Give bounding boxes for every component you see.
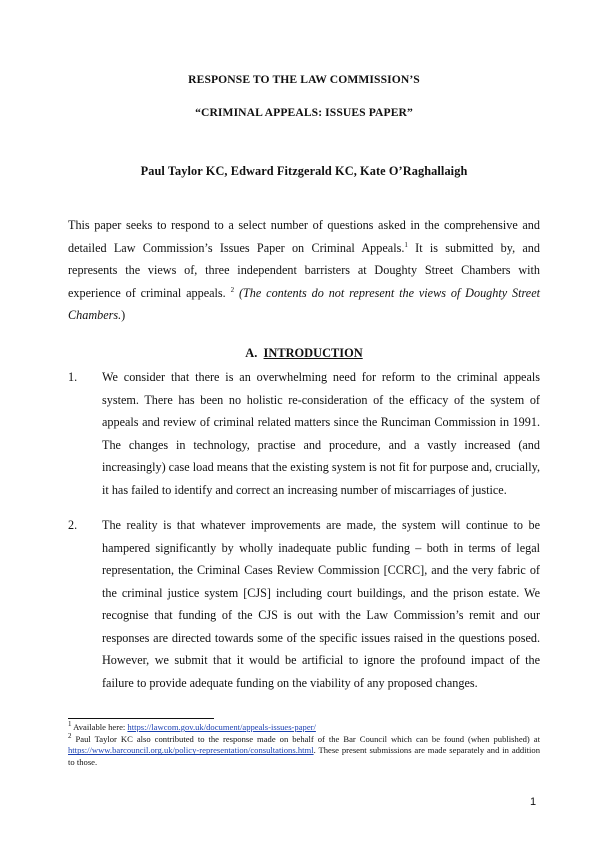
footnote-text: Paul Taylor KC also contributed to the response made on behalf of the Bar Council which can be found (when published) at [71, 734, 540, 744]
paragraph-number: 1. [68, 370, 78, 384]
intro-italic-note: (The contents do not represent the views of Doughty Street Chambers. [68, 285, 540, 322]
footnote-text: Available here: [71, 722, 128, 732]
intro-paragraph [68, 214, 540, 327]
footnote-1 [68, 722, 540, 733]
paragraph-number: 2. [68, 518, 78, 532]
intro-text-a: This paper seeks to respond to a select number of questions asked in the comprehensive and detailed Law Commission’s Issues Paper on Criminal Appeals. [68, 218, 540, 255]
document-title-line-2: “CRIMINAL APPEALS: ISSUES PAPER” [195, 106, 413, 119]
section-heading [0, 346, 608, 361]
footnote-text-end: . These present submissions are made separately and in addition to those. [68, 745, 540, 767]
footnote-ref-2[interactable]: 2 [230, 285, 235, 294]
footnote-link-bar-council[interactable]: https://www.barcouncil.org.uk/policy-representation/consultations.html [68, 745, 314, 756]
intro-text-b: It is submitted by, and represents the views of, three independent barristers at Doughty Street Chambers with experience of criminal appeals. [68, 240, 540, 300]
footnote-link-issues-paper[interactable]: https://lawcom.gov.uk/document/appeals-issues-paper/ [127, 722, 316, 732]
footnote-mark: 1 [68, 720, 72, 729]
paragraph-text: We consider that there is an overwhelming need for reform to the criminal appeals system. There has been no holistic re-consideration of the efficacy of the system of appeals and review of criminal related matters since the Runciman Commission in 1991. The changes in technology, practise and procedure, and a vastly increased (and increasingly) case load means that the existing system is not fit for purpose and, crucially, it has failed to identify and correct an increasing number of miscarriages of justice. [102, 370, 540, 497]
footnote-ref-1[interactable]: 1 [404, 240, 408, 249]
footnote-divider [68, 718, 214, 719]
section-letter: A. [245, 346, 258, 360]
section-title: INTRODUCTION [263, 346, 363, 360]
page-number: 1 [530, 796, 537, 808]
authors-line: Paul Taylor KC, Edward Fitzgerald KC, Kate O’Raghallaigh [140, 164, 468, 178]
document-title-line-1: RESPONSE TO THE LAW COMMISSION’S [188, 73, 420, 86]
footnote-mark: 2 [68, 732, 72, 741]
footnote-2 [68, 734, 540, 768]
intro-text-d: ) [121, 308, 126, 322]
paragraph-text: The reality is that whatever improvements are made, the system will continue to be hampered significantly by wholly inadequate public funding – both in terms of legal representation, the Criminal Cases Review Commission [CCRC], and the very fabric of the criminal justice system [CJS] including court buildings, and the prison estate. We recognise that funding of the CJS is out with the Law Commission’s remit and our responses are directed towards some of the specific issues raised in the questions posed. However, we submit that it would be artificial to ignore the profound impact of the failure to provide adequate funding on the viability of any proposed changes. [102, 518, 540, 690]
